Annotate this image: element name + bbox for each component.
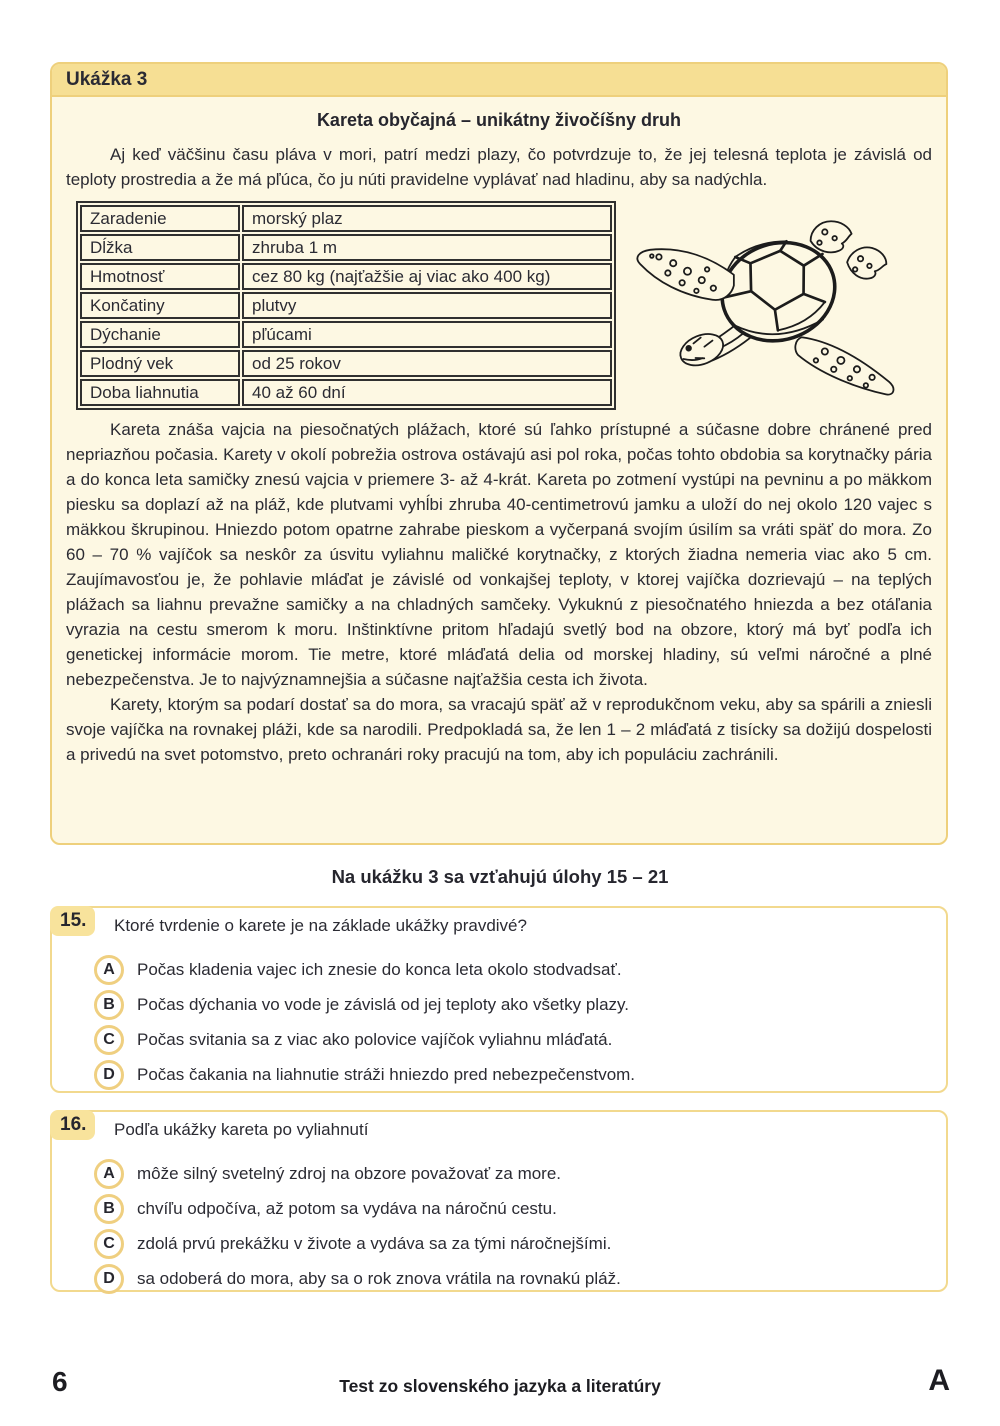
option-d [94, 1057, 930, 1092]
option-a [94, 1156, 930, 1191]
excerpt-title: Kareta obyčajná – unikátny živočíšny druh [316, 110, 682, 130]
option-text: môže silný svetelný zdroj na obzore považovať za more. [137, 1163, 562, 1183]
question-text: Podľa ukážky kareta po vyliahnutí [114, 1120, 369, 1139]
fact-key: Hmotnosť [80, 263, 240, 290]
table-row [80, 263, 612, 290]
excerpt-label: Ukážka 3 [52, 64, 946, 97]
option-text: sa odoberá do mora, aby sa o rok znova vrátila na rovnakú pláž. [137, 1268, 621, 1288]
option-letter-circle: C [94, 1025, 124, 1055]
excerpt-paragraph-1: Aj keď väčšinu času pláva v mori, patrí medzi plazy, čo potvrdzuje to, že jej telesná teplota je závislá od teploty prostredia a že má pľúca, čo ju núti pravidelne vyplávať nad hladinu, aby sa nadýchla. [66, 145, 932, 189]
table-row [80, 350, 612, 377]
tasks-range-heading: Na ukážku 3 sa vzťahujú úlohy 15 – 21 [331, 866, 669, 887]
page-footer [50, 1362, 950, 1408]
fact-key: Zaradenie [80, 205, 240, 232]
option-letter-circle: C [94, 1229, 124, 1259]
fact-value: cez 80 kg (najťažšie aj viac ako 400 kg) [242, 263, 612, 290]
question-15 [50, 906, 948, 1093]
table-row [80, 292, 612, 319]
excerpt-body [52, 97, 946, 775]
option-text: chvíľu odpočíva, až potom sa vydáva na náročnú cestu. [137, 1198, 557, 1218]
fact-key: Plodný vek [80, 350, 240, 377]
option-c [94, 1022, 930, 1057]
question-number-badge: 15. [50, 906, 95, 936]
fact-key: Končatiny [80, 292, 240, 319]
table-row [80, 379, 612, 406]
options-list [94, 952, 930, 1092]
option-text: Počas čakania na liahnutie stráži hniezdo pred nebezpečenstvom. [137, 1064, 636, 1084]
option-text: Počas kladenia vajec ich znesie do konca leta okolo stodvadsať. [137, 959, 622, 979]
option-letter-circle: D [94, 1060, 124, 1090]
table-row [80, 234, 612, 261]
fact-value: morský plaz [242, 205, 612, 232]
option-letter-circle: B [94, 990, 124, 1020]
option-b [94, 987, 930, 1022]
turtle-illustration [616, 201, 932, 405]
option-letter-circle: A [94, 1159, 124, 1189]
options-list [94, 1156, 930, 1296]
fact-value: pľúcami [242, 321, 612, 348]
option-b [94, 1191, 930, 1226]
option-letter-circle: A [94, 955, 124, 985]
question-number-badge: 16. [50, 1110, 95, 1140]
option-a [94, 952, 930, 987]
question-text: Ktoré tvrdenie o karete je na základe ukážky pravdivé? [114, 916, 527, 935]
test-variant-letter: A [928, 1364, 950, 1397]
fact-value: zhruba 1 m [242, 234, 612, 261]
fact-value: od 25 rokov [242, 350, 612, 377]
option-d [94, 1261, 930, 1296]
fact-key: Dĺžka [80, 234, 240, 261]
question-16 [50, 1110, 948, 1292]
option-text: Počas dýchania vo vode je závislá od jej teploty ako všetky plazy. [137, 994, 630, 1014]
page-number: 6 [52, 1366, 68, 1397]
fact-key: Doba liahnutia [80, 379, 240, 406]
footer-title: Test zo slovenského jazyka a literatúry [339, 1376, 661, 1396]
table-row [80, 205, 612, 232]
fact-value: 40 až 60 dní [242, 379, 612, 406]
option-text: Počas svitania sa z viac ako polovice vajíčok vyliahnu mláďatá. [137, 1029, 613, 1049]
fact-value: plutvy [242, 292, 612, 319]
facts-and-illustration-row [66, 201, 932, 410]
table-row [80, 321, 612, 348]
excerpt-paragraph-2: Kareta znáša vajcia na piesočnatých plážach, ktoré sú ľahko prístupné a súčasne dobre chránené pred nepriazňou počasia. Karety v okolí pobrežia ostrova ostávajú asi pol roka, počas tohto obdobia sa korytnačky pária a do konca leta samičky znesú vajcia v priemere 3- až 4-krát. Kareta po zotmení vystúpi na pevninu a po mäkkom piesku sa doplazí až na pláž, kde plutvami vyhĺbi zhruba 40-centimetrovú jamku a uloží do nej okolo 120 vajec s mäkkou škrupinou. Hniezdo potom opatrne zahrabe pieskom a vyčerpaná svojím úsilím sa vráti späť do mora. Zo 60 – 70 % vajíčok sa neskôr za úsvitu vyliahnu maličké korytnačky, z ktorých žiadna nemeria viac ako 5 cm. Zaujímavosťou je, že pohlavie mláďat je závislé od vonkajšej teploty, v ktorej vajíčka dozrievajú – na teplých plážach sa liahnu prevažne samičky a na chladných samčeky. Vykuknú z piesočnatého hniezda a bez otáľania vyrazia na cestu smerom k moru. Inštinktívne pritom hľadajú svetlý bod na obzore, ktorý má byť podľa ich genetickej informácie morom. Tie metre, ktoré mláďatá delia od morskej hladiny, sú veľmi náročné a plné nebezpečenstva. Je to najvýznamnejšia a súčasne najťažšia cesta ich života. [66, 420, 932, 689]
option-letter-circle: D [94, 1264, 124, 1294]
option-c [94, 1226, 930, 1261]
fact-key: Dýchanie [80, 321, 240, 348]
turtle-facts-table [76, 201, 616, 410]
option-text: zdolá prvú prekážku v živote a vydáva sa za tými náročnejšími. [137, 1233, 612, 1253]
excerpt-paragraph-3: Karety, ktorým sa podarí dostať sa do mora, sa vracajú späť až v reprodukčnom veku, aby sa spárili a zniesli svoje vajíčka na rovnakej pláži, kde sa narodili. Predpokladá sa, že len 1 – 2 mláďatá z tisícky sa dožijú dospelosti a privedú na svet potomstvo, preto ochranári roky pracujú na tom, aby ich populáciu zachránili. [66, 695, 932, 764]
option-letter-circle: B [94, 1194, 124, 1224]
excerpt-box [50, 62, 948, 845]
